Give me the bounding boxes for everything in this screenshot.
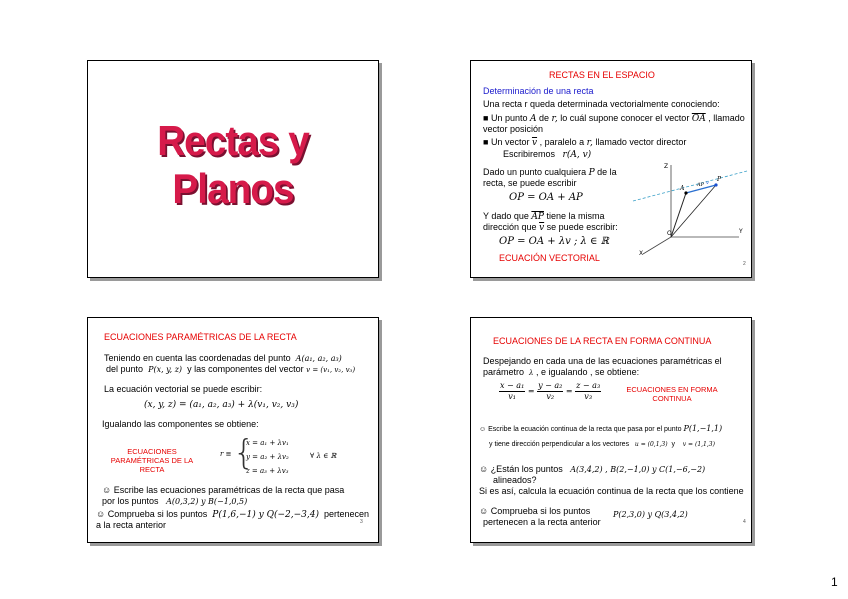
intro-line-2: del punto P(x, y, z) y las componentes del vector v = (v₁, v₂, v₃) [106,364,356,374]
vector-eq-intro: La ecuación vectorial se puede escribir: [104,384,263,394]
space-diagram [631,159,749,259]
write-line: Escribiremos r(A, v) [503,149,592,160]
point-a [684,191,687,194]
exercise-1-b: por los puntos A(0,3,2) y B(−1,0,5) [102,496,248,506]
slide-header: ECUACIONES PARAMÉTRICAS DE LA RECTA [104,332,297,342]
eq-z: z = a₃ + λv₃ [246,467,289,475]
exercise-2: ☺ Comprueba si los puntos P(1,6,−1) y Q(−2,−3,4) pertenecen [96,509,370,520]
y-label: Y [739,228,743,235]
equal-components: Igualando las componentes se obtiene: [102,419,259,429]
exercise-3: ☺ Comprueba si los puntos [479,506,591,516]
page-number: 1 [831,575,838,589]
slide-title [87,60,379,278]
vector-equation: (x, y, z) = (a₁, a₂, a₃) + λ(v₁, v₂, v₃) [144,400,299,410]
exercise-1: ☺ Escribe las ecuaciones paramétricas de la recta que pasa [102,485,345,495]
slide-page-number: 2 [743,261,746,267]
slide-footer-label: ECUACIÓN VECTORIAL [499,253,600,263]
fraction-y: $\frac{\text{y − a₂}}{\text{v₂}}$ [538,381,563,401]
r-equiv: r ≡ [220,450,232,458]
equation-vectorial: OP = OA + λv ; λ ∈ ℝ [499,236,609,247]
since-line-2: dirección que $\overline{v}$ se puede escribir: [483,222,618,233]
parametric-system [246,436,289,478]
slide-header: RECTAS EN EL ESPACIO [549,70,655,80]
exercise-2-c: Si es así, calcula la ecuación continua de la recta que los contiene [479,486,744,496]
since-line: Y dado que $\overline{AP}$ tiene la misma [483,211,605,222]
eq-x: x = a₁ + λv₁ [246,439,289,447]
brace: { [233,433,255,473]
a-label: A [680,185,685,192]
bullet-point: ■ Un punto A de r, lo cuál supone conocer el vector $\overline{OA}$ , llamado [483,113,745,124]
intro-line: Despejando en cada una de las ecuaciones paramétricas el [483,356,722,366]
p-label: P [717,176,722,183]
bullet-vector: ■ Un vector $\overline{v}$ , paralelo a r, llamado vector director [483,137,687,148]
exercise-3-b: pertenecen a la recta anterior [483,517,601,527]
z-label: Z [664,163,669,170]
fraction-x: $\frac{\text{x − a₁}}{\text{v₁}}$ [500,381,525,401]
intro-line-2: parámetro λ , e igualando , se obtiene: [483,367,640,377]
x-label: X [639,250,644,257]
intro-text: Una recta r queda determinada vectorialmente conociendo: [483,99,720,109]
equation-op: OP = OA + AP [509,192,583,203]
exercise-3-math: P(2,3,0) y Q(3,4,2) [613,510,688,519]
point-p [714,183,717,186]
eq-y: y = a₂ + λv₂ [246,453,289,461]
slide-parametricas [87,317,379,543]
slide-subheader: Determinación de una recta [483,86,594,96]
slide-forma-continua [470,317,752,543]
continuous-label: ECUACIONES EN FORMA CONTINUA [626,385,718,403]
parametric-label: ECUACIONES PARAMÉTRICAS DE LA RECTA [110,447,194,474]
slide-page-number: 4 [743,519,746,525]
v-label: v [706,180,709,186]
fraction-z: $\frac{\text{z − a₃}}{\text{v₃}}$ [576,381,601,401]
given-line: Dado un punto cualquiera P de la [483,167,617,178]
exercise-2: ☺ ¿Están los puntos A(3,4,2) , B(2,−1,0) y C(1,−6,−2) [479,464,706,474]
slide-rectas-espacio [470,60,752,278]
exercise-2-b: a la recta anterior [96,520,167,530]
lambda-domain: ∀ λ ∈ ℝ [310,452,337,460]
exercise-2-b: alineados? [493,475,537,485]
exercise-1: ☺ Escribe la ecuación continua de la recta que pasa por el punto P(1,−1,1) [479,424,723,433]
slide-title-text: Rectas y Planos [157,117,309,212]
slide-header: ECUACIONES DE LA RECTA EN FORMA CONTINUA [493,336,712,346]
continuous-equation: $\frac{\text{x − a₁}}{\text{v₁}}$ = $\frac{\text{y − a₂}}{\text{v₂}}$ = $\frac{\text{z − a₃}}{\text{v₃}}$ [500,381,601,401]
slide-page-number: 3 [360,519,363,525]
exercise-1-b: y tiene dirección perpendicular a los vectores u = (0,1,3) y v = (1,1,3) [489,441,715,448]
given-line-2: recta, se puede escribir [483,178,577,188]
intro-line: Teniendo en cuenta las coordenadas del punto A(a₁, a₂, a₃) [104,353,342,363]
o-label: O [667,230,672,237]
ap-label: AP [697,182,704,188]
bullet-continuation: vector posición [483,124,544,134]
